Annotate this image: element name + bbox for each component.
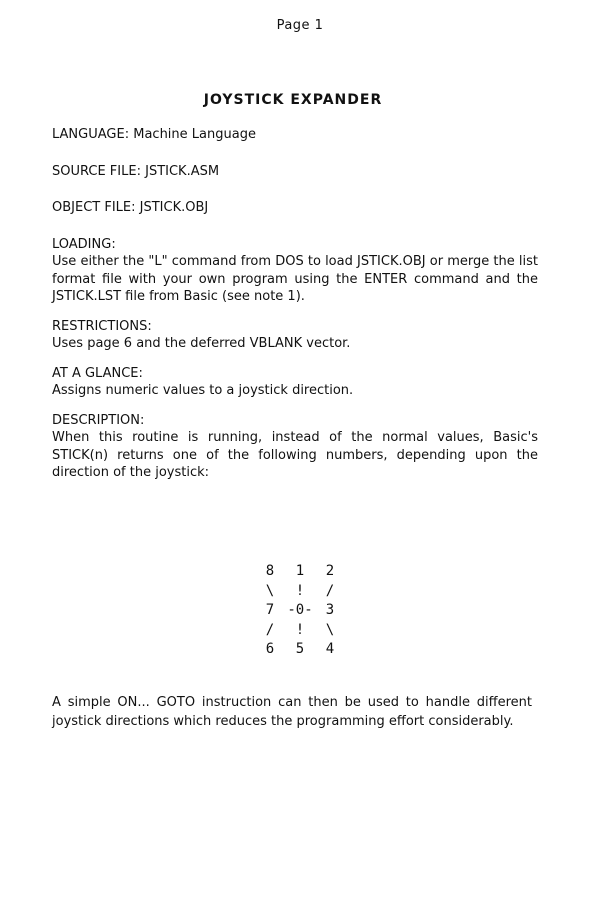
diagonal-lower-left: / bbox=[265, 621, 275, 638]
direction-1: 1 bbox=[295, 563, 305, 579]
direction-2: 2 bbox=[325, 563, 335, 579]
object-file-field bbox=[52, 199, 538, 217]
direction-0-center: -0- bbox=[287, 602, 313, 618]
description-body: When this routine is running, instead of the normal values, Basic's STICK(n) returns one of the following numbers, depending upon the direction of the joystick: bbox=[52, 430, 538, 480]
document-body bbox=[52, 126, 538, 494]
restrictions-section bbox=[52, 318, 538, 353]
direction-4: 4 bbox=[325, 641, 335, 657]
diagram-row bbox=[255, 601, 345, 621]
description-section bbox=[52, 412, 538, 482]
diagonal-lower-right: \ bbox=[325, 621, 335, 638]
language-label: LANGUAGE: bbox=[52, 127, 130, 142]
diagram-row bbox=[255, 562, 345, 582]
object-file-value: JSTICK.OBJ bbox=[139, 200, 209, 215]
source-file-label: SOURCE FILE: bbox=[52, 163, 141, 179]
direction-8: 8 bbox=[265, 563, 275, 579]
diagonal-upper-left: \ bbox=[265, 582, 275, 599]
diagram-row bbox=[255, 640, 345, 660]
at-a-glance-body: Assigns numeric values to a joystick direction. bbox=[52, 383, 354, 398]
diagram-row bbox=[255, 582, 345, 602]
direction-7: 7 bbox=[265, 602, 275, 618]
restrictions-body: Uses page 6 and the deferred VBLANK vector. bbox=[52, 336, 351, 351]
source-file-value: JSTICK.ASM bbox=[145, 163, 220, 179]
source-file-field bbox=[52, 163, 538, 181]
direction-6: 6 bbox=[265, 641, 275, 657]
direction-3: 3 bbox=[325, 602, 335, 618]
vertical-upper: ! bbox=[295, 582, 305, 599]
loading-body: Use either the "L" command from DOS to load JSTICK.OBJ or merge the list format file with your own program using the ENTER command and the JSTICK.LST file from Basic (see note 1). bbox=[52, 254, 538, 304]
restrictions-heading: RESTRICTIONS: bbox=[52, 318, 152, 334]
page-number: Page 1 bbox=[276, 18, 324, 33]
language-field bbox=[52, 126, 538, 144]
loading-heading: LOADING: bbox=[52, 236, 116, 252]
language-value: Machine Language bbox=[133, 127, 256, 142]
document-title: JOYSTICK EXPANDER bbox=[203, 92, 383, 108]
object-file-label: OBJECT FILE: bbox=[52, 200, 136, 215]
description-heading: DESCRIPTION: bbox=[52, 412, 145, 428]
loading-section bbox=[52, 236, 538, 306]
diagonal-upper-right: / bbox=[325, 582, 335, 599]
at-a-glance-heading: AT A GLANCE: bbox=[52, 365, 143, 381]
joystick-direction-diagram bbox=[255, 562, 355, 660]
at-a-glance-section bbox=[52, 365, 538, 400]
direction-5: 5 bbox=[295, 641, 305, 657]
diagram-row bbox=[255, 621, 345, 641]
vertical-lower: ! bbox=[295, 621, 305, 638]
closing-paragraph: A simple ON... GOTO instruction can then be used to handle different joystick directions which reduces the programming effort considerably. bbox=[52, 695, 532, 729]
